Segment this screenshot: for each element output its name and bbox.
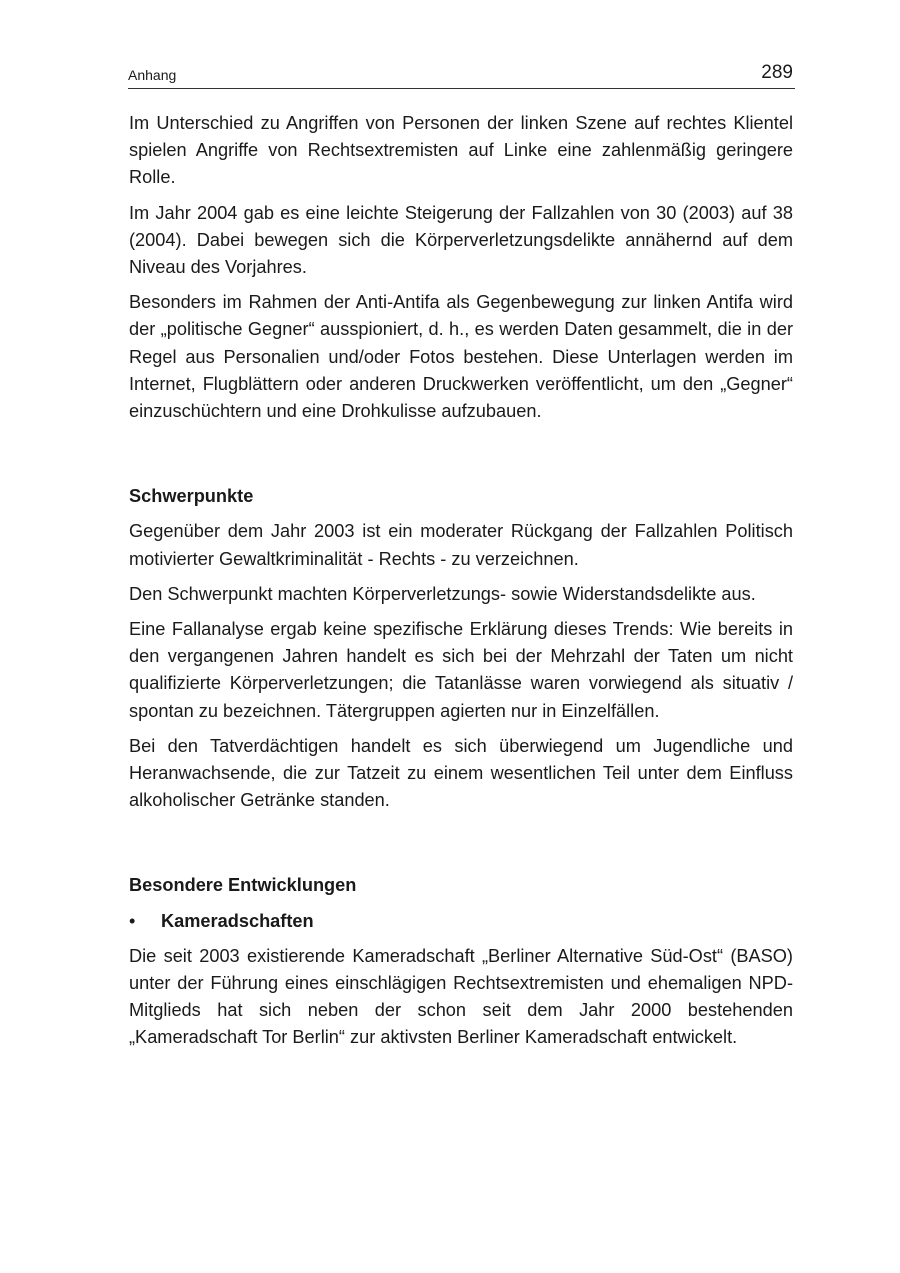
- paragraph: Im Jahr 2004 gab es eine leichte Steigerung der Fallzahlen von 30 (2003) auf 38 (2004). Dabei bewegen sich die Körperverletzungsdelikte annähernd auf dem Niveau des Vorjahres.: [129, 202, 793, 278]
- paragraph: Im Unterschied zu Angriffen von Personen der linken Szene auf rechtes Klientel spielen Angriffe von Rechtsextremisten auf Linke eine zahlenmäßig geringere Rolle.: [129, 113, 793, 188]
- section-title: Anhang: [128, 67, 177, 83]
- running-header: [128, 62, 795, 89]
- bullet-label: Kameradschaften: [161, 910, 314, 931]
- bullet-item: [129, 908, 793, 935]
- bullet-dot-icon: •: [129, 910, 136, 931]
- page-number: 289: [761, 62, 793, 83]
- section-heading-entwicklungen: Besondere Entwicklungen: [129, 875, 357, 896]
- page-body: [129, 110, 793, 1060]
- paragraph: Gegenüber dem Jahr 2003 ist ein moderater Rückgang der Fallzahlen Politisch motivierter Gewaltkriminalität - Rechts - zu verzeichnen.: [129, 521, 793, 569]
- paragraph: Eine Fallanalyse ergab keine spezifische Erklärung dieses Trends: Wie bereits in den vergangenen Jahren handelt es sich bei der Mehrzahl der Taten um nicht qualifizierte Körperverletzungen; die Tatanlässe waren vorwiegend als situativ / spontan zu bezeichnen. Tätergruppen agierten nur in Einzelfällen.: [129, 619, 793, 721]
- section-heading-schwerpunkte: Schwerpunkte: [129, 486, 254, 507]
- paragraph: Den Schwerpunkt machten Körperverletzungs- sowie Widerstandsdelikte aus.: [129, 583, 756, 604]
- paragraph: Die seit 2003 existierende Kameradschaft „Berliner Alternative Süd-Ost“ (BASO) unter der Führung eines einschlägigen Rechtsextremisten und ehemaligen NPD-Mitglieds hat sich neben der schon seit dem Jahr 2000 bestehenden „Kameradschaft Tor Berlin“ zur aktivsten Berliner Kameradschaft entwickelt.: [129, 945, 793, 1048]
- paragraph: Besonders im Rahmen der Anti-Antifa als Gegenbewegung zur linken Antifa wird der „politische Gegner“ ausspioniert, d. h., es werden Daten gesammelt, die in der Regel aus Personalien und/oder Fotos bestehen. Diese Unterlagen werden im Internet, Flugblättern oder anderen Druckwerken veröffentlicht, um den „Gegner“ einzuschüchtern und eine Drohkulisse aufzubauen.: [129, 292, 793, 422]
- paragraph: Bei den Tatverdächtigen handelt es sich überwiegend um Jugendliche und Heranwachsende, die zur Tatzeit zu einem wesentlichen Teil unter dem Einfluss alkoholischer Getränke standen.: [129, 735, 793, 811]
